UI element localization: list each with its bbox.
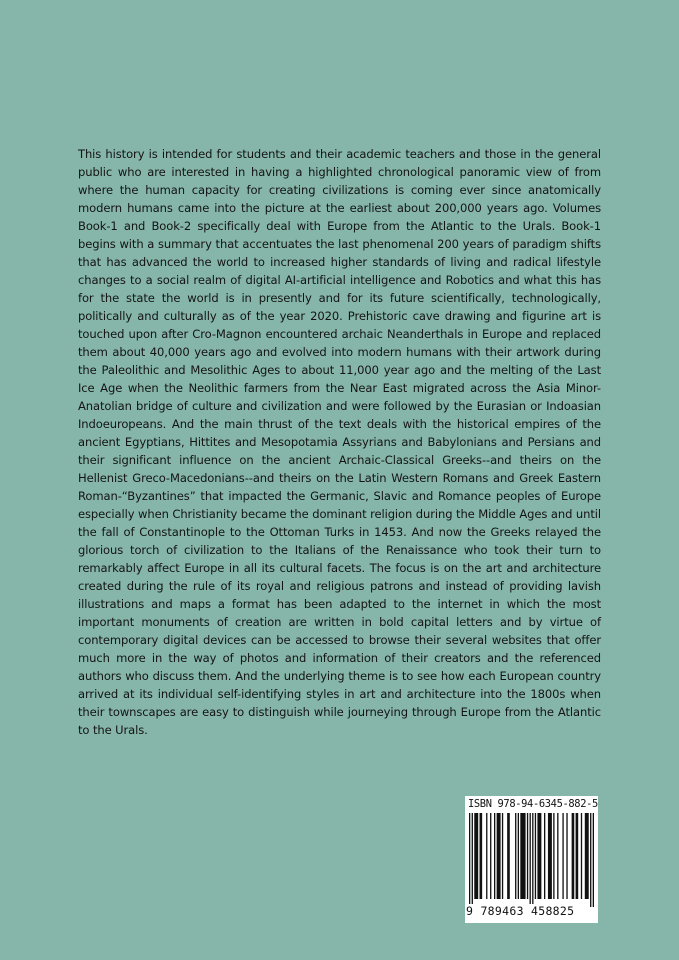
barcode-bar — [544, 813, 545, 899]
barcode-bar — [576, 813, 579, 899]
barcode-guard-bar — [590, 813, 591, 907]
barcode-guard-bar — [469, 813, 470, 907]
barcode-bar — [497, 813, 501, 899]
barcode-guard-bar — [532, 813, 533, 907]
book-description: This history is intended for students and their academic teachers and those in the general public who are interested in having a highlighted chronological panoramic view of from where the human capacity for creating civilizations is coming ever since anatomically modern humans came into the picture at the earliest about 200,000 years ago. Volumes Book-1 and Book-2 specifically deal with Europe from the Atlantic to the Urals. Book-1 begins with a summary that accentuates the last phenomenal 200 years of paradigm shifts that has advanced the world to increased higher standards of living and radical lifestyle changes to a social realm of digital AI-artificial intelligence and Robotics and what this has for the state the world is in presently and for its future scientifically, technologically, politically and culturally as of the year 2020. Prehistoric cave drawing and figurine art is touched upon after Cro-Magnon encountered archaic Neanderthals in Europe and replaced them about 40,000 years ago and evolved into modern humans with their artwork during the Paleolithic and Mesolithic Ages to about 11,000 year ago and the melting of the Last Ice Age when the Neolithic farmers from the Near East migrated across the Asia Minor-Anatolian bridge of culture and civilization and were followed by the Eurasian or Indoasian Indoeuropeans. And the main thrust of the text deals with the historical empires of the ancient Egyptians, Hittites and Mesopotamia Assyrians and Babylonians and Persians and their significant influence on the ancient Archaic-Classical Greeks--and theirs on the Hellenist Greco-Macedonians--and theirs on the Latin Western Romans and Greek Eastern Roman-“Byzantines” that impacted the Germanic, Slavic and Romance peoples of Europe especially when Christianity became the dominant religion during the Middle Ages and until the fall of Constantinople to the Ottoman Turks in 1453. And now the Greeks relayed the glorious torch of civilization to the Italians of the Renaissance who took their turn to remarkably affect Europe in all its cultural facets. The focus is on the art and architecture created during the rule of its royal and religious patrons and instead of providing lavish illustrations and maps a format has been adapted to the internet in which the most important monuments of creation are written in bold capital letters and by virtue of contemporary digital devices can be accessed to browse their several websites that offer much more in the way of photos and information of their creators and the referenced authors who discuss them. And the underlying theme is to see how each European country arrived at its individual self-identifying styles in art and architecture into the 1800s when their townscapes are easy to distinguish while journeying through Europe from the Atlantic to the Urals. — [78, 147, 601, 737]
barcode-guard-bar — [593, 813, 594, 907]
barcode-bar — [520, 813, 525, 899]
barcode-bar — [502, 813, 503, 899]
barcode-bar — [562, 813, 563, 899]
isbn-label: ISBN 978-94-6345-882-5 — [468, 798, 598, 810]
barcode-bar — [494, 813, 495, 899]
barcode-bar — [566, 813, 567, 899]
barcode-bar — [553, 813, 554, 899]
barcode-bar — [527, 813, 528, 899]
barcode-bar — [585, 813, 589, 899]
barcode-bar — [474, 813, 478, 899]
barcode-bar — [486, 813, 487, 899]
isbn-barcode — [465, 796, 598, 923]
barcode-bar — [548, 813, 552, 899]
barcode-bars — [469, 813, 594, 907]
barcode-bar — [518, 813, 519, 899]
barcode-guard-bar — [530, 813, 531, 907]
barcode-bar — [537, 813, 541, 899]
barcode-bar — [507, 813, 510, 899]
barcode-bar — [557, 813, 558, 899]
barcode-digits-text: 9 789463 458825 — [466, 904, 575, 918]
barcode-bar — [515, 813, 516, 899]
barcode-bar — [535, 813, 536, 899]
barcode-bar — [490, 813, 491, 899]
barcode-bar — [581, 813, 582, 899]
barcode-digits — [465, 904, 598, 918]
barcode-guard-bar — [472, 813, 473, 907]
barcode-bar — [572, 813, 575, 899]
barcode-bar — [480, 813, 483, 899]
